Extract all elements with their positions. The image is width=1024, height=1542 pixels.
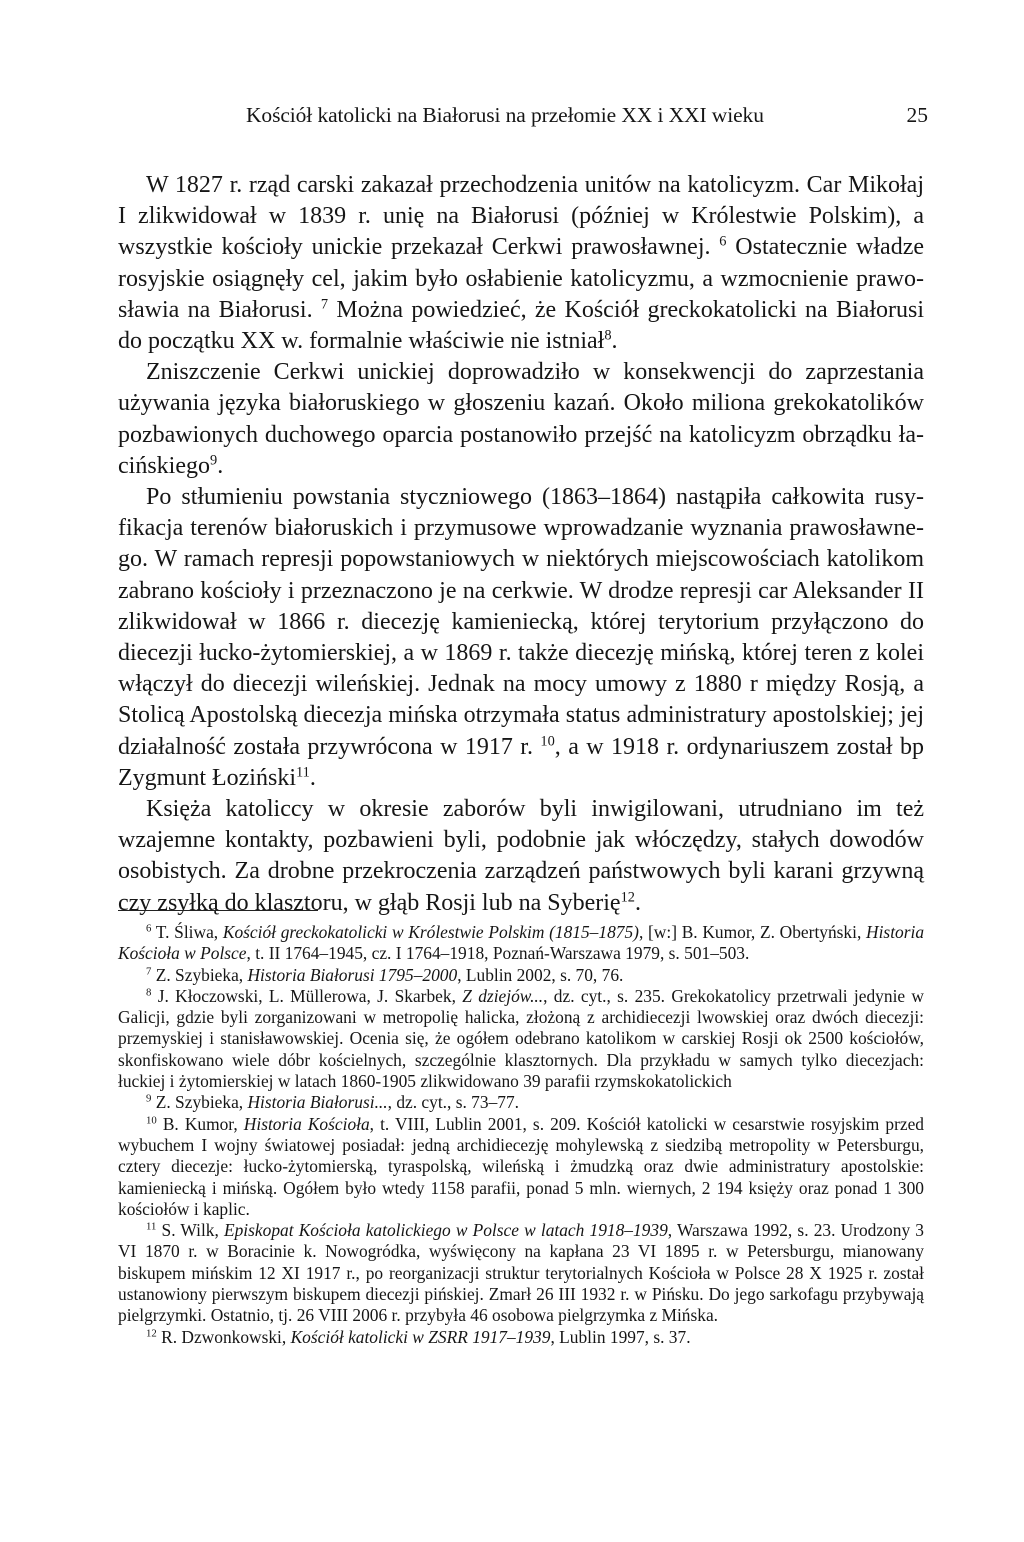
footnote-ref: 12 (146, 1326, 157, 1339)
footnote-ref: 10 (540, 733, 555, 750)
italic-title: Historia Kościoła w Polsce (118, 922, 925, 964)
page-number: 25 (906, 103, 928, 127)
italic-title: Z dziejów... (462, 985, 544, 1006)
italic-title: Historia Białorusi... (247, 1092, 388, 1113)
text-run: Z. Szybieka, (151, 964, 248, 985)
text-run: , dz. cyt., s. 73–77. (387, 1092, 520, 1113)
italic-title: Historia Białorusi 1795–2000 (247, 964, 458, 985)
text-run: S. Wilk, (156, 1220, 224, 1241)
text-run: . (309, 764, 316, 791)
footnote-rule (118, 910, 318, 911)
body-text (118, 170, 924, 919)
text-run: , t. VIII, Lublin 2001, s. 209. Kościół katolicki w cesarstwie rosyjskim przed wybuchem I wojny światowej posiadał: jedną archidiecezję mohylewską z siedzibą metropolity w Petersburgu, cztery diecezje: łucko-żytomierską, tyraspolską, wileńską i żmudzką oraz dwie administratury apostolskie: kamieniecką i mińską. Ogółem było wtedy 1158 parafii, ponad 5 mln. wiernych, 2 194 księży oraz ponad 1 300 kościołów i kaplic. (118, 1113, 924, 1219)
paragraph-4 (118, 794, 924, 919)
text-run: Ostatecznie władze rosyjskie osiągnęły cel, jakim było osłabienie katolicyzmu, a wzmocnienie prawosławia na Białorusi. (118, 234, 924, 323)
footnote-6 (118, 922, 924, 965)
footnote-ref: 11 (146, 1220, 157, 1233)
footnote-7 (118, 965, 924, 986)
text-run: . (634, 889, 641, 916)
footnote-ref: 6 (146, 922, 152, 935)
italic-title: Kościół greckokatolicki w Królestwie Polskim (1815–1875) (222, 922, 639, 942)
footnotes (118, 922, 924, 1348)
text-run: J. Kłoczowski, L. Müllerowa, J. Skarbek, (151, 985, 463, 1006)
text-run: T. Śliwa, (151, 922, 223, 942)
running-title: Kościół katolicki na Białorusi na przełomie XX i XXI wieku (246, 103, 764, 127)
footnote-11 (118, 1220, 924, 1326)
footnote-8 (118, 986, 924, 1092)
running-header (118, 103, 928, 137)
text-run: , dz. cyt., s. 235. Grekokatolicy przetrwali jedynie w Galicji, gdzie byli zorganizowani w metropolię halicka, złożoną z archidiecezji lwowskiej oraz dwóch diecezji: przemyskiej i stanisławowskiej. Ocenia się, że ogółem odebrano katolikom w carskiej Rosji ok 2500 kościołów, skonfiskowano wiele dóbr kościelnych, szczególnie klasztornych. Dla przykładu w samych tylko diecezjach: łuckiej i żytomierskiej w latach 1860-1905 zlikwidowano 39 parafii rzymskokatolickich (118, 985, 924, 1092)
text-run: , Warszawa 1992, s. 23. Urodzony 3 VI 1870 r. w Boracinie k. Nowogródka, wyświęcony na kapłana 23 VI 1895 r. w Petersburgu, mianowany biskupem mińskim 12 XI 1917 r., po reorganizacji struktur terytorialnych Kościoła w Polsce 28 X 1925 r. został ustanowiony pierwszym biskupem diecezji pińskiej. Zmarł 26 III 1932 r. w Pińsku. Do jego sarkofagu przybywają pielgrzymki. Ostatnio, tj. 26 VIII 2006 r. przybyła 46 osobowa pielgrzymka z Mińska. (118, 1220, 924, 1326)
text-run: Zniszczenie Cerkwi unickiej doprowadziło w konsekwencji do zaprzestania używania języka białoruskiego w głoszeniu kazań. Około miliona grekokatolików pozbawionych duchowego oparcia postanowiło przejść na katolicyzm obrządku łacińskiego (118, 359, 924, 479)
paragraph-1 (118, 170, 924, 357)
footnote-12 (118, 1327, 924, 1348)
text-run: , Lublin 1997, s. 37. (550, 1326, 691, 1347)
text-run: . (611, 328, 618, 355)
footnote-ref: 10 (146, 1113, 157, 1126)
footnote-ref: 7 (320, 296, 329, 313)
italic-title: Kościół katolicki w ZSRR 1917–1939 (290, 1326, 551, 1347)
paragraph-2 (118, 357, 924, 482)
text-run: R. Dzwonkowski, (156, 1326, 291, 1347)
text-run: . (217, 452, 224, 479)
footnote-ref: 12 (620, 889, 635, 906)
footnote-ref: 9 (209, 452, 218, 469)
footnote-ref: 6 (719, 233, 727, 250)
text-run: , t. II 1764–1945, cz. I 1764–1918, Poznań-Warszawa 1979, s. 501–503. (246, 943, 750, 964)
text-run: , a w 1918 r. ordynariuszem został bp Zygmunt Łoziński (118, 733, 925, 791)
footnote-ref: 9 (146, 1092, 152, 1105)
text-run: Księża katoliccy w okresie zaborów byli inwigilowani, utrudniano im też wzajemne kontakty, pozbawieni byli, podobnie jak włóczędzy, stałych dowodów osobistych. Za drobne przekroczenia zarządzeń państwowych byli karani grzywną czy zsyłką do klasztoru, w głąb Rosji lub na Syberię (118, 796, 924, 916)
footnote-ref: 11 (295, 764, 310, 781)
text-run: , [w:] B. Kumor, Z. Obertyński, (638, 922, 867, 942)
footnote-10 (118, 1114, 924, 1220)
italic-title: Episkopat Kościoła katolickiego w Polsce w latach 1918–1939 (223, 1220, 668, 1241)
italic-title: Historia Kościoła (243, 1113, 370, 1134)
footnote-ref: 7 (146, 964, 152, 977)
text-run: Po stłumieniu powstania styczniowego (1863–1864) nastąpiła całkowita rusyfikacja terenów białoruskich i przymusowe wprowadzanie wyznania prawosławnego. W ramach represji popowstaniowych w niektórych miejscowościach katolikom zabrano kościoły i przeznaczono je na cerkwie. W drodze represji car Aleksander II zlikwidował w 1866 r. diecezję kamieniecką, której terytorium przyłączono do diecezji łucko-żytomierskiej, a w 1869 r. także diecezję mińską, której teren z kolei włączył do diecezji wileńskiej. Jednak na mocy umowy z 1880 r między Rosją, a Stolicą Apostolską diecezja mińska otrzymała status administratury apostolskiej; jej działalność została przywrócona w 1917 r. (118, 484, 924, 760)
footnote-ref: 8 (604, 327, 612, 344)
text-run: W 1827 r. rząd carski zakazał przechodzenia unitów na katolicyzm. Car Mikołaj I zlikwidował w 1839 r. unię na Białorusi (później w Królestwie Polskim), a wszystkie kościoły unickie przekazał Cerkwi prawosławnej. (118, 172, 924, 261)
text-run: Można powiedzieć, że Kościół greckokatolicki na Białorusi do początku XX w. formalnie właściwie nie istniał (118, 296, 924, 355)
text-run: B. Kumor, (156, 1113, 244, 1134)
text-run: Z. Szybieka, (151, 1092, 248, 1113)
footnote-9 (118, 1092, 924, 1113)
paragraph-3 (118, 482, 924, 794)
footnote-ref: 8 (146, 986, 152, 999)
text-run: , Lublin 2002, s. 70, 76. (457, 964, 624, 985)
